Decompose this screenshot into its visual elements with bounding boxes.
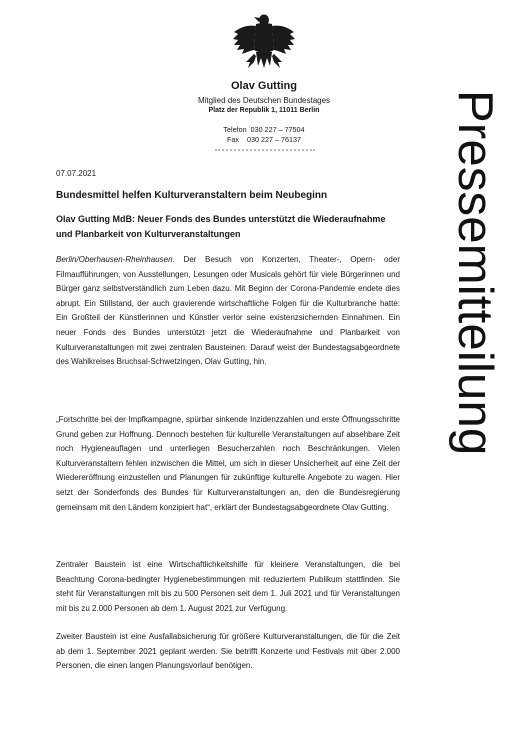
subheadline: Olav Gutting MdB: Neuer Fonds des Bundes unterstützt die Wiederaufnahme und Planbarkeit von Kulturveranstaltungen [56,214,386,239]
sender-address: Platz der Republik 1, 11011 Berlin [208,107,320,114]
sender-role: Mitglied des Deutschen Bundestages [197,96,331,105]
dateline-place: Berlin/Oberhausen-Rheinhausen. [56,255,175,264]
body-paragraph-1 [56,253,400,370]
body-paragraph-4: Zweiter Baustein ist eine Ausfallabsicherung für größere Kulturveranstaltungen, die für die Zeit ab dem 1. September 2021 geplant werden. Sie betrifft Konzerte und Festivals mit über 2.000 Personen, die einen langen Planungsvorlauf benötigen. [56,632,400,671]
divider-dots [215,149,315,156]
sender-fax: Fax 030 227 – 76137 [227,135,301,144]
vertical-title: Pressemitteilung [448,90,502,456]
vertical-title-container [420,90,530,650]
sender-name: Olav Gutting [231,80,297,92]
sender-telefon: Telefon 030 227 – 77504 [223,125,305,134]
bundestag-eagle-icon [232,12,296,74]
paragraph-1-text: Der Besuch von Konzerten, Theater-, Opern- oder Filmaufführungen, von Ausstellungen, Lesungen oder Musicals gehört für viele Bürgerinnen und Bürger ganz selbstverständlich zum Leben dazu. Mit Beginn der Corona-Pandemie endete dies abrupt. Ein Stillstand, der auch gravierende wirtschaftliche Folgen für die Kulturbranche hatte: Ein Großteil der Künstlerinnen und Künstler verlor seine existenzsichernden Einnahmen. Ein neuer Fonds des Bundes unterstützt jetzt die Wiederaufnahme und Planbarkeit von Kulturveranstaltungen mit zwei zentralen Bausteinen. Darauf weist der Bundestagsabgeordnete des Wahlkreises Bruchsal-Schwetzingen, Olav Gutting, hin. [56,255,400,367]
body-paragraph-2: „Fortschritte bei der Impfkampagne, spürbar sinkende Inzidenzzahlen und erste Öffnungsschritte Grund geben zur Hoffnung. Dennoch bestehen für kulturelle Veranstaltungen auf absehbare Zeit noch Hygieneauflagen und unterliegen Besucherzahlen noch Beschränkungen. Vielen Kulturveranstaltern fehlen inzwischen die Mittel, um sich in dieser Unsicherheit auf eine Zeit der Wiedereröffnung einzustellen und Planungen für zukünftige kulturelle Angebote zu wagen. Hier setzt der Sonderfonds des Bundes für Kulturveranstaltungen an, den die Bundesregierung gemeinsam mit den Ländern konzipiert hat“, erklärt der Bundestagsabgeordnete Olav Gutting. [56,415,400,512]
release-date: 07.07.2021 [56,169,97,178]
body-paragraph-3: Zentraler Baustein ist eine Wirtschaftlichkeitshilfe für kleinere Veranstaltungen, die bei Beachtung Corona-bedingter Hygienebestimmungen mit reduziertem Publikum stattfinden. Sie steht für Veranstaltungen mit bis zu 500 Personen seit dem 1. Juli 2021 und für Veranstaltungen mit bis zu 2.000 Personen ab dem 1. August 2021 zur Verfügung. [56,560,400,613]
headline: Bundesmittel helfen Kulturveranstaltern beim Neubeginn [56,190,328,201]
